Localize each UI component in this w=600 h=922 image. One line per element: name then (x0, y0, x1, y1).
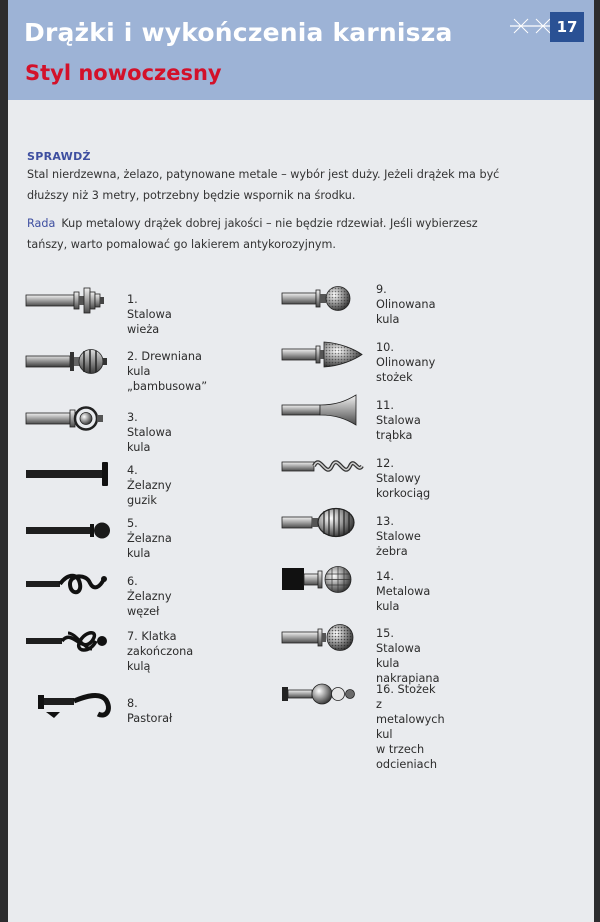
three-tone-balls-cone-finial-icon (280, 678, 370, 712)
finial-label-6: 6. Żelazny węzeł (127, 575, 172, 618)
cage-ball-finial-icon (24, 624, 114, 658)
header-band (8, 0, 594, 100)
check-paragraph: Stal nierdzewna, żelazo, patynowane metale – wybór jest duży. Jeżeli drążek ma być dłuższy niż 3 metry, potrzebny będzie wspornik na środku. (27, 168, 500, 202)
steel-trumpet-finial-icon (280, 393, 370, 427)
finial-label-15: 15. Stalowa kula nakrapiana (376, 627, 440, 685)
tip-text: Kup metalowy drążek dobrej jakości – nie będzie rdzewiał. Jeśli wybierzesz tańszy, warto pomalować go lakierem antykorozyjnym. (27, 217, 478, 251)
tip-paragraph (27, 213, 519, 255)
finial-label-5: 5. Żelazna kula (127, 517, 172, 560)
finial-label-4: 4. Żelazny guzik (127, 464, 172, 507)
metal-ball-finial-icon (280, 562, 370, 596)
steel-tower-finial-icon (24, 284, 114, 318)
speckled-steel-ball-finial-icon (280, 620, 370, 654)
check-label: SPRAWDŹ (27, 150, 91, 163)
iron-ball-finial-icon (24, 513, 114, 547)
corded-cone-finial-icon (280, 337, 370, 371)
page-subtitle: Styl nowoczesny (25, 61, 222, 85)
steel-corkscrew-finial-icon (280, 449, 370, 483)
finial-label-2: 2. Drewniana kula „bambusowa” (127, 350, 208, 393)
finial-label-16: 16. Stożek z metalowych kul w trzech odcieniach (376, 683, 445, 771)
corded-ball-finial-icon (280, 281, 370, 315)
bamboo-wooden-ball-finial-icon (24, 345, 114, 379)
finial-label-7: 7. Klatka zakończona kulą (127, 630, 194, 673)
finial-label-10: 10. Olinowany stożek (376, 341, 436, 384)
finial-label-9: 9. Olinowana kula (376, 283, 436, 326)
finial-label-3: 3. Stalowa kula (127, 411, 172, 454)
page-number: 17 (550, 12, 584, 42)
steel-ribs-finial-icon (280, 505, 370, 539)
steel-ball-finial-icon (24, 401, 114, 435)
finial-label-11: 11. Stalowa trąbka (376, 399, 421, 442)
iron-button-finial-icon (24, 457, 114, 491)
page-title: Drążki i wykończenia karnisza (24, 18, 453, 47)
curtain-rod-logo-icon (508, 16, 556, 36)
finial-label-1: 1. Stalowa wieża (127, 293, 172, 336)
finial-label-12: 12. Stalowy korkociąg (376, 457, 431, 500)
crozier-finial-icon (24, 688, 114, 722)
finial-label-13: 13. Stalowe żebra (376, 515, 421, 558)
tip-label: Rada (27, 217, 56, 230)
finial-label-8: 8. Pastorał (127, 697, 173, 725)
iron-knot-finial-icon (24, 567, 114, 601)
book-page (8, 0, 594, 922)
finial-label-14: 14. Metalowa kula (376, 570, 431, 613)
